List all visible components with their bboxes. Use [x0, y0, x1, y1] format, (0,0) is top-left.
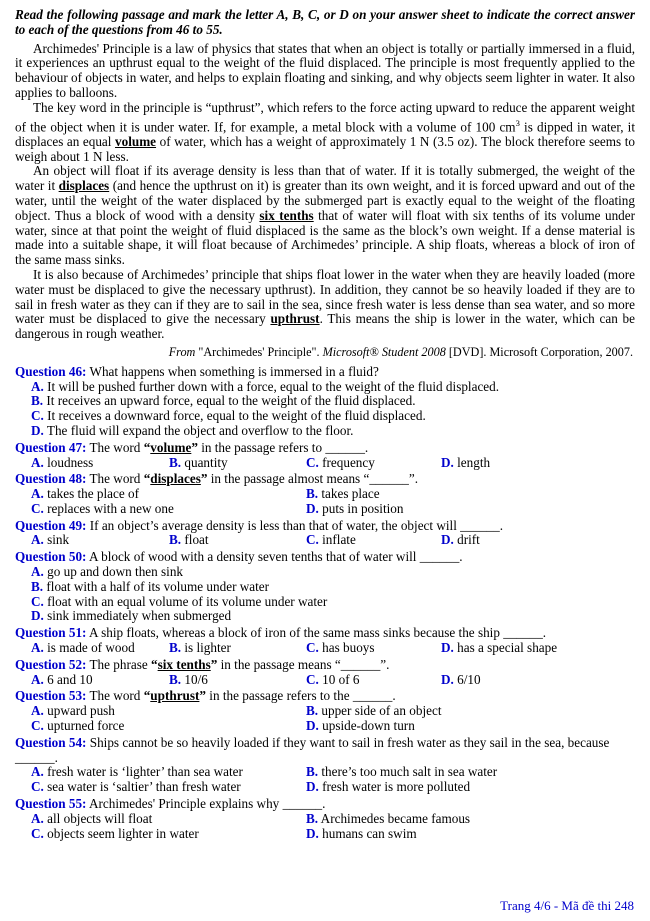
question-stem [15, 736, 635, 766]
option-text: there’s too much salt in sea water [321, 764, 498, 780]
option-b [169, 673, 306, 688]
option-letter: C. [306, 640, 319, 656]
option-letter: D. [306, 500, 319, 516]
option-letter: B. [306, 486, 319, 502]
option-text: sink immediately when submerged [47, 608, 232, 624]
option-text: loudness [47, 454, 94, 470]
option-letter: C. [31, 408, 44, 424]
option-letter: B. [31, 578, 44, 594]
option-a [31, 487, 306, 502]
question-text: The word “displaces” in the passage almost means “______”. [89, 471, 419, 487]
question-text: What happens when something is immersed in a fluid? [89, 363, 379, 379]
option-text: float with an equal volume of its volume under water [47, 593, 328, 609]
question-51 [15, 626, 635, 656]
option-letter: B. [306, 703, 319, 719]
option-letter: B. [169, 454, 182, 470]
option-c [31, 780, 306, 795]
option-letter: A. [31, 564, 44, 580]
option-text: upside-down turn [322, 718, 415, 734]
options-list [15, 565, 635, 624]
options-list [15, 487, 635, 517]
option-letter: A. [31, 703, 44, 719]
question-stem [15, 658, 635, 673]
question-text: The word “volume” in the passage refers to ______. [89, 439, 369, 455]
question-number: Question 47: [15, 439, 87, 455]
option-a [31, 641, 169, 656]
question-number: Question 49: [15, 517, 87, 533]
option-c [31, 827, 306, 842]
option-d [441, 456, 635, 471]
option-c [31, 595, 635, 610]
option-letter: C. [306, 532, 319, 548]
option-b [306, 704, 635, 719]
option-text: has buoys [322, 640, 375, 656]
option-text: 10/6 [184, 671, 208, 687]
question-number: Question 54: [15, 734, 87, 750]
question-number: Question 51: [15, 625, 87, 641]
option-text: objects seem lighter in water [47, 825, 199, 841]
option-text: upward push [47, 703, 115, 719]
option-b [169, 641, 306, 656]
option-text: It will be pushed further down with a force, equal to the weight of the fluid displaced. [47, 378, 500, 394]
option-text: replaces with a new one [47, 500, 174, 516]
option-text: 10 of 6 [322, 671, 360, 687]
option-b [306, 765, 635, 780]
option-text: quantity [184, 454, 228, 470]
question-text: A block of wood with a density seven tenths that of water will ______. [89, 549, 463, 565]
option-letter: C. [31, 593, 44, 609]
question-53 [15, 689, 635, 733]
reading-passage [15, 42, 635, 360]
question-47 [15, 441, 635, 471]
option-text: frequency [322, 454, 375, 470]
option-a [31, 673, 169, 688]
options-list [15, 673, 635, 688]
options-list [15, 456, 635, 471]
option-letter: A. [31, 764, 44, 780]
option-a [31, 704, 306, 719]
option-b [169, 456, 306, 471]
question-number: Question 55: [15, 796, 87, 812]
option-c [31, 409, 635, 424]
option-text: inflate [322, 532, 356, 548]
question-stem [15, 626, 635, 641]
passage-paragraph-3: An object will float if its average density is less than that of water. If it is totally submerged, the weight of the water it displaces (and hence the upthrust on it) is greater than its own weight, and it is forced upward and out of the water, until the weight of the water displaced by the submerged part is exactly equal to the weight of the floating object. Thus a block of wood with a density six tenths that of water will float with six tenths of its volume under water, since at that point the weight of fluid displaced is the same as the block’s own weight. If a dense material is made into a suitable shape, it will float because of Archimedes’ principle. A ship floats, whereas a block of iron of the same mass sinks. [15, 163, 636, 268]
option-d [441, 641, 635, 656]
option-letter: C. [31, 825, 44, 841]
option-text: all objects will float [47, 810, 153, 826]
question-46 [15, 365, 635, 439]
option-text: is made of wood [47, 640, 135, 656]
question-48 [15, 472, 635, 516]
question-stem [15, 519, 635, 534]
option-letter: B. [306, 810, 319, 826]
passage-paragraph-2: The key word in the principle is “upthrust”, which refers to the force acting upward to reduce the apparent weight of the object when it is under water. If, for example, a metal block with a volume of 100 $cm^3$ is dipped in water, it displaces an equal volume of water, which has a weight of approximately 1 N (3.5 oz). The block therefore seems to weigh about 1 N less. [15, 99, 636, 164]
option-b [169, 533, 306, 548]
option-letter: D. [306, 825, 319, 841]
option-c [31, 719, 306, 734]
option-d [306, 719, 635, 734]
option-letter: C. [306, 671, 319, 687]
option-letter: C. [31, 718, 44, 734]
option-text: has a special shape [457, 640, 558, 656]
option-letter: A. [31, 454, 44, 470]
option-text: float with a half of its volume under water [46, 578, 270, 594]
option-letter: A. [31, 671, 44, 687]
question-number: Question 46: [15, 363, 87, 379]
options-list [15, 641, 635, 656]
question-49 [15, 519, 635, 549]
option-letter: A. [31, 640, 44, 656]
option-text: humans can swim [322, 825, 417, 841]
question-stem [15, 797, 635, 812]
option-letter: B. [169, 671, 182, 687]
option-text: puts in position [322, 500, 404, 516]
page-footer: Trang 4/6 - Mã đề thi 248 [500, 898, 634, 914]
question-text: If an object’s average density is less than that of water, the object will ______. [89, 517, 504, 533]
option-letter: D. [441, 532, 454, 548]
options-list [15, 533, 635, 548]
question-stem [15, 550, 635, 565]
option-text: 6/10 [457, 671, 481, 687]
question-text: The phrase “six tenths” in the passage means “______”. [89, 656, 390, 672]
option-text: It receives a downward force, equal to the weight of the fluid displaced. [47, 408, 426, 424]
option-a [31, 812, 306, 827]
option-letter: A. [31, 532, 44, 548]
option-d [441, 533, 635, 548]
options-list [15, 380, 635, 439]
question-number: Question 52: [15, 656, 87, 672]
option-text: Archimedes became famous [320, 810, 471, 826]
option-a [31, 765, 306, 780]
option-letter: B. [169, 532, 182, 548]
option-letter: D. [441, 671, 454, 687]
question-stem [15, 472, 635, 487]
option-text: float [184, 532, 209, 548]
option-text: upturned force [47, 718, 125, 734]
question-number: Question 50: [15, 549, 87, 565]
options-list [15, 765, 635, 795]
option-text: length [457, 454, 491, 470]
option-letter: D. [306, 779, 319, 795]
option-letter: B. [306, 764, 319, 780]
question-text: Ships cannot be so heavily loaded if they want to sail in fresh water as they sail in the sea, because ______. [15, 734, 610, 765]
option-text: fresh water is more polluted [322, 779, 471, 795]
passage-paragraph-1: Archimedes' Principle is a law of physics that states that when an object is totally or partially immersed in a fluid, it experiences an upthrust equal to the weight of the fluid displaced. The principle is most frequently applied to the behaviour of objects in water, and helps to explain floating and sinking, and why objects seem lighter in water. It also applies to balloons. [15, 40, 635, 100]
option-text: The fluid will expand the object and overflow to the floor. [46, 422, 354, 438]
option-a [31, 565, 635, 580]
option-c [306, 533, 441, 548]
option-letter: B. [169, 640, 182, 656]
test-instruction: Read the following passage and mark the letter A, B, C, or D on your answer sheet to indicate the correct answer to each of the questions from 46 to 55. [15, 7, 635, 37]
option-text: sink [47, 532, 70, 548]
option-d [306, 502, 635, 517]
question-text: The word “upthrust” in the passage refers to the ______. [89, 688, 396, 704]
option-text: drift [457, 532, 480, 548]
option-letter: B. [31, 393, 44, 409]
option-c [306, 673, 441, 688]
option-b [31, 580, 635, 595]
option-d [306, 827, 635, 842]
option-letter: D. [441, 640, 454, 656]
option-d [31, 609, 635, 624]
passage-source-citation: From "Archimedes' Principle". Microsoft® Student 2008 [DVD]. Microsoft Corporation, 2007. [168, 344, 633, 359]
option-text: go up and down then sink [47, 564, 184, 580]
question-54 [15, 736, 635, 795]
question-stem [15, 441, 635, 456]
option-text: takes the place of [47, 486, 140, 502]
question-52 [15, 658, 635, 688]
option-d [441, 673, 635, 688]
question-55 [15, 797, 635, 841]
option-text: It receives an upward force, equal to the weight of the fluid displaced. [46, 393, 416, 409]
option-letter: D. [306, 718, 319, 734]
question-text: A ship floats, whereas a block of iron of the same mass sinks because the ship ______. [89, 625, 547, 641]
question-number: Question 53: [15, 688, 87, 704]
option-letter: A. [31, 810, 44, 826]
option-letter: D. [31, 608, 44, 624]
options-list [15, 812, 635, 842]
question-text: Archimedes' Principle explains why ______. [89, 796, 326, 812]
option-b [306, 812, 635, 827]
passage-paragraph-4: It is also because of Archimedes’ principle that ships float lower in the water when they are heavily loaded (more water must be displaced to give the necessary upthrust). In addition, they cannot be so heavily loaded if they are to sail in fresh water as they can if they are to sail in the sea, since fresh water is less dense than sea water, and so more water must be displaced to give the necessary upthrust. This means the ship is lower in the water, which can be dangerous in rough weather. [15, 266, 636, 342]
question-50 [15, 550, 635, 624]
option-text: sea water is ‘saltier’ than fresh water [47, 779, 241, 795]
option-text: upper side of an object [321, 703, 442, 719]
option-text: is lighter [184, 640, 231, 656]
option-letter: D. [441, 454, 454, 470]
option-a [31, 380, 635, 395]
option-text: fresh water is ‘lighter’ than sea water [47, 764, 243, 780]
option-d [306, 780, 635, 795]
option-c [306, 641, 441, 656]
question-stem [15, 689, 635, 704]
option-letter: D. [31, 422, 44, 438]
option-d [31, 424, 635, 439]
option-c [306, 456, 441, 471]
option-b [306, 487, 635, 502]
option-c [31, 502, 306, 517]
option-text: 6 and 10 [47, 671, 93, 687]
question-number: Question 48: [15, 471, 87, 487]
options-list [15, 704, 635, 734]
option-text: takes place [321, 486, 380, 502]
option-a [31, 456, 169, 471]
option-b [31, 394, 635, 409]
option-letter: A. [31, 378, 44, 394]
option-letter: A. [31, 486, 44, 502]
option-letter: C. [306, 454, 319, 470]
option-letter: C. [31, 500, 44, 516]
option-letter: C. [31, 779, 44, 795]
option-a [31, 533, 169, 548]
question-stem [15, 365, 635, 380]
